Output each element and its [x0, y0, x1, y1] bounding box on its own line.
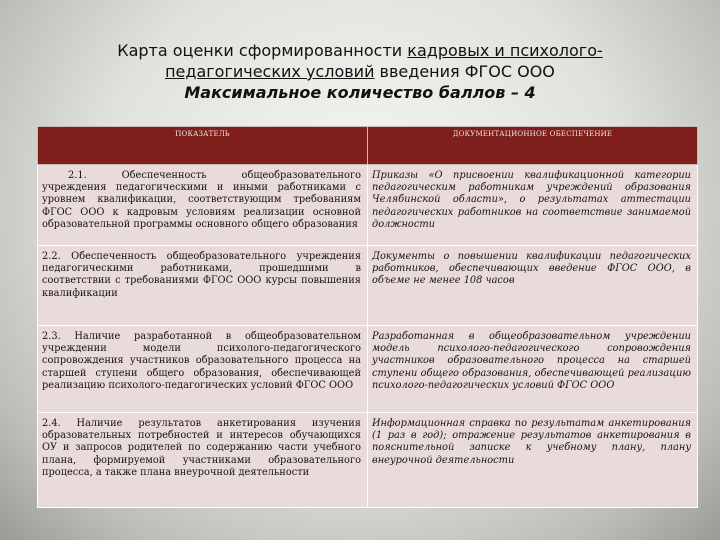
title-max-score: Максимальное количество баллов – 4 [184, 83, 536, 102]
documents-cell: Информационная справка по результатам анкетирования (1 раз в год); отражение результатов анкетирования в пояснительной записке к учебному плану, плану внеурочной деятельности [368, 413, 698, 508]
title-link-conditions: педагогических условий [165, 62, 375, 81]
table-row [38, 165, 698, 246]
header-documentation: ДОКУМЕНТАЦИОННОЕ ОБЕСПЕЧЕНИЕ [368, 127, 698, 165]
title-line-1 [60, 40, 660, 61]
title-line-2-text: введения ФГОС ООО [374, 62, 555, 81]
title-line-1-text: Карта оценки сформированности [117, 41, 408, 60]
indicator-cell: 2.4. Наличие результатов анкетирования изучения образовательных потребностей и интересов обучающихся ОУ и запросов родителей по содержанию части учебного плана, формируемой участниками образовательного процесса, а также плана внеурочной деятельности [38, 413, 368, 508]
slide-title [60, 40, 660, 103]
header-indicator: ПОКАЗАТЕЛЬ [38, 127, 368, 165]
documents-cell: Документы о повышении квалификации педагогических работников, обеспечивающих введение ФГОС ООО, в объеме не менее 108 часов [368, 246, 698, 326]
indicator-cell: 2.1. Обеспеченность общеобразовательного учреждения педагогическими и иными работниками с уровнем квалификации, соответствующим требованиям ФГОС ООО к кадровым условиям реализации основной образовательной программы основного общего образования [38, 165, 368, 246]
table-row [38, 246, 698, 326]
table-header-row [38, 127, 698, 165]
title-link-personnel: кадровых и психолого- [407, 41, 603, 60]
indicator-cell: 2.2. Обеспеченность общеобразовательного учреждения педагогическими работниками, прошедшими в соответствии с требованиями ФГОС ООО курсы повышения квалификации [38, 246, 368, 326]
table-row [38, 326, 698, 413]
indicator-cell: 2.3. Наличие разработанной в общеобразовательном учреждении модели психолого-педагогического сопровождения участников образовательного процесса на старшей ступени общего образования, обеспечивающей реализацию психолого-педагогических условий ФГОС ООО [38, 326, 368, 413]
assessment-table [37, 126, 698, 508]
title-line-2 [60, 61, 660, 82]
documents-cell: Разработанная в общеобразовательном учреждении модель психолого-педагогического сопровождения участников образовательного процесса на старшей ступени общего образования, обеспечивающей реализацию психолого-педагогических условий ФГОС ООО [368, 326, 698, 413]
table-row [38, 413, 698, 508]
documents-cell: Приказы «О присвоении квалификационной категории педагогическим работникам учреждений образования Челябинской области», о результатах аттестации педагогических работников на соответствие занимаемой должности [368, 165, 698, 246]
